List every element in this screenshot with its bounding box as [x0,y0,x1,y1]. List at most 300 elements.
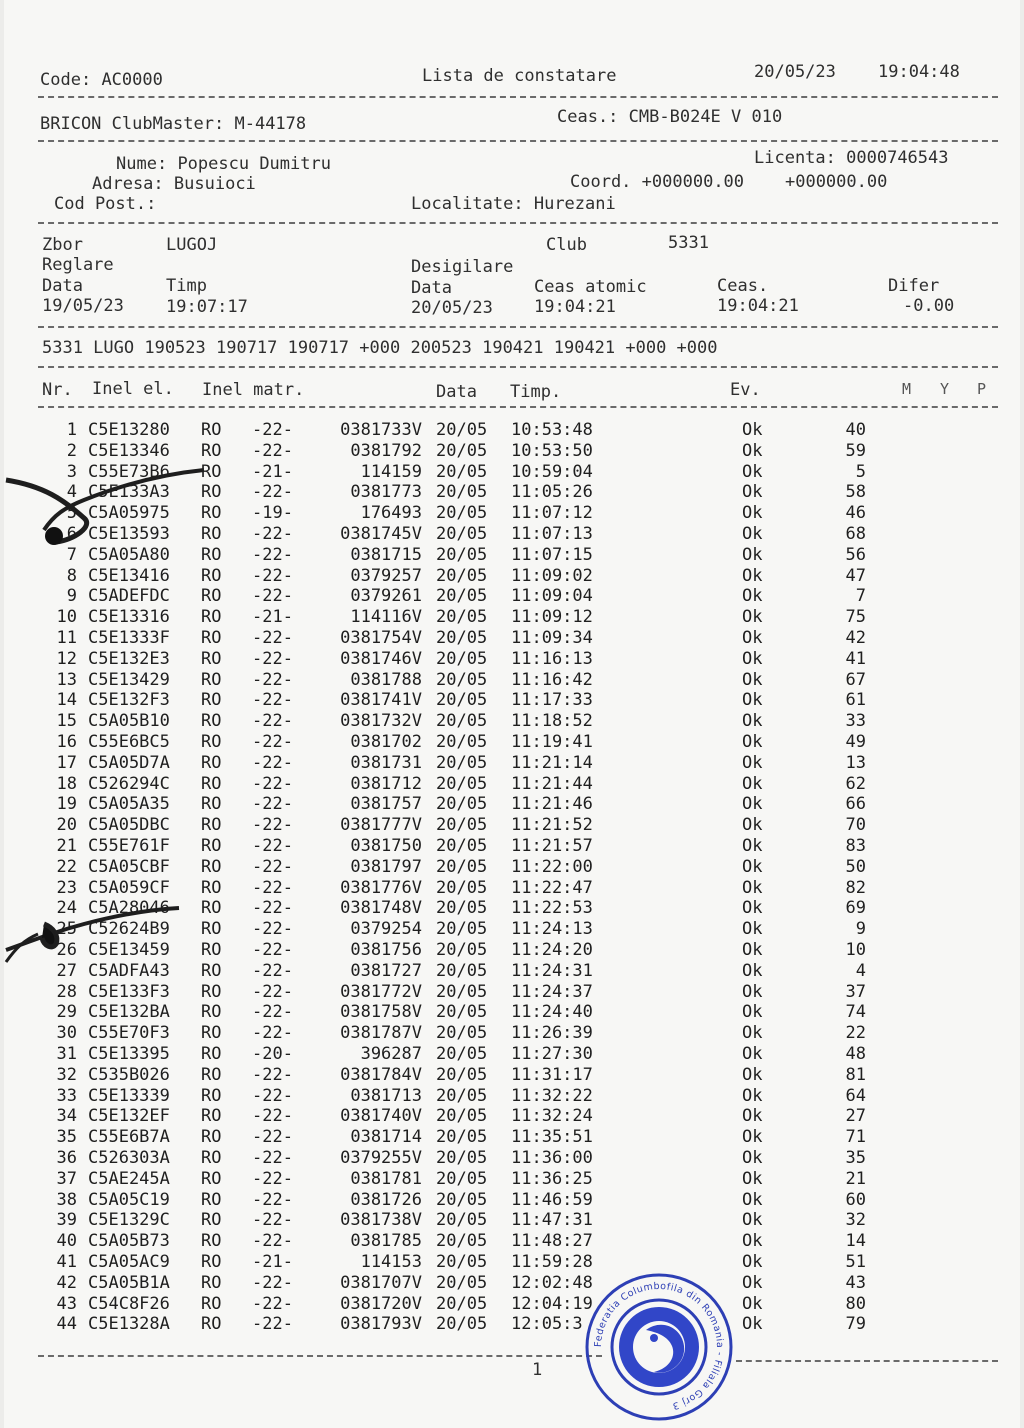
arrival-date: 20/05 [436,628,488,648]
event-status: Ok [742,440,763,461]
ring-number: 0381793V [340,1314,422,1335]
position-number: 37 [845,981,866,1002]
row-number: 31 [56,1044,77,1064]
electronic-ring: C5E132BA [88,1002,170,1023]
row-number: 12 [56,648,77,669]
country-code: RO [201,420,222,440]
electronic-ring: C52624B9 [88,919,170,940]
arrival-time: 11:24:37 [511,981,593,1002]
event-status: Ok [742,981,763,1002]
table-row [4,1314,1020,1335]
position-number: 50 [845,856,866,877]
electronic-ring: C5E132EF [88,1106,170,1127]
ring-number: 0381745V [340,524,422,544]
ring-year: -22- [252,815,293,836]
position-number: 62 [845,773,866,794]
ring-year: -22- [252,544,293,565]
event-status: Ok [742,919,763,940]
electronic-ring: C5E13316 [88,607,170,628]
arrival-time: 11:32:24 [511,1106,593,1127]
country-code: RO [201,1231,222,1252]
row-number: 29 [56,1002,77,1023]
table-row [4,753,1020,774]
atomic-clock-time: 19:04:21 [534,297,616,317]
ring-number: 0381784V [340,1064,422,1085]
coordinates-line: Coord. +000000.00 +000000.00 [570,172,888,192]
table-row [4,774,1020,795]
arrival-date: 20/05 [436,524,488,544]
row-number: 18 [56,773,77,794]
ring-number: 0381787V [340,1023,422,1044]
position-number: 27 [845,1106,866,1127]
electronic-ring: C5E13459 [88,940,170,960]
position-number: 41 [845,648,866,669]
arrival-date: 20/05 [436,420,488,440]
club-label: Club [546,235,587,255]
arrival-date: 20/05 [436,836,488,856]
position-number: 83 [845,836,866,856]
table-row [4,836,1020,857]
arrival-time: 11:35:51 [511,1127,593,1148]
ring-number: 0381727 [350,960,422,981]
arrival-time: 11:22:00 [511,856,593,877]
country-code: RO [201,1148,222,1168]
arrival-time: 11:21:57 [511,836,593,856]
event-status: Ok [742,690,763,711]
setting-time-label: Timp [166,276,207,296]
setting-label: Reglare [42,255,114,275]
divider [38,140,998,142]
event-status: Ok [742,669,763,690]
ring-year: -22- [252,628,293,648]
position-number: 79 [845,1314,866,1335]
arrival-time: 11:21:52 [511,815,593,836]
arrival-time: 11:36:00 [511,1148,593,1168]
arrival-date: 20/05 [436,1252,488,1272]
electronic-ring: C5E13339 [88,1085,170,1106]
arrival-date: 20/05 [436,794,488,815]
ring-year: -22- [252,981,293,1002]
arrival-date: 20/05 [436,607,488,628]
divider [38,222,998,224]
electronic-ring: C5E13395 [88,1044,170,1064]
ring-year: -22- [252,1293,293,1314]
arrival-time: 11:07:13 [511,524,593,544]
electronic-ring: C5E1328A [88,1314,170,1335]
row-number: 6 [66,524,77,544]
page-number: 1 [532,1360,543,1380]
event-status: Ok [742,1002,763,1023]
table-row [4,670,1020,691]
ring-year: -22- [252,440,293,461]
table-row [4,1148,1020,1169]
country-code: RO [201,773,222,794]
event-status: Ok [742,482,763,503]
ring-year: -22- [252,898,293,919]
electronic-ring: C5ADFA43 [88,960,170,981]
difference-value: -0.00 [903,296,955,316]
country-code: RO [201,711,222,732]
ring-year: -22- [252,836,293,856]
arrival-date: 20/05 [436,1231,488,1252]
row-number: 21 [56,836,77,856]
ring-number: 0381776V [340,877,422,898]
owner-address-line: Adresa: Busuioci [92,174,256,194]
event-status: Ok [742,1210,763,1231]
arrival-date: 20/05 [436,773,488,794]
event-status: Ok [742,940,763,960]
row-number: 7 [66,544,77,565]
country-code: RO [201,1210,222,1231]
arrival-date: 20/05 [436,940,488,960]
ring-number: 0381748V [340,898,422,919]
arrival-time: 11:07:15 [511,544,593,565]
row-number: 8 [66,565,77,586]
event-status: Ok [742,752,763,773]
position-number: 80 [845,1293,866,1314]
country-code: RO [201,690,222,711]
arrival-time: 11:48:27 [511,1231,593,1252]
position-number: 35 [845,1148,866,1168]
country-code: RO [201,1314,222,1335]
arrival-date: 20/05 [436,1002,488,1023]
ring-number: 0381712 [350,773,422,794]
country-code: RO [201,482,222,503]
electronic-ring: C55E70F3 [88,1023,170,1044]
event-status: Ok [742,524,763,544]
event-status: Ok [742,586,763,607]
owner-name-line: Nume: Popescu Dumitru [116,154,331,174]
arrival-time: 11:21:14 [511,752,593,773]
electronic-ring: C5A05A35 [88,794,170,815]
electronic-ring: C5A05C19 [88,1189,170,1210]
arrival-date: 20/05 [436,1189,488,1210]
electronic-ring: C5E133F3 [88,981,170,1002]
country-code: RO [201,503,222,524]
ring-year: -22- [252,1231,293,1252]
electronic-ring: C5A05B1A [88,1272,170,1293]
table-row [4,566,1020,587]
position-number: 43 [845,1272,866,1293]
ring-year: -22- [252,648,293,669]
country-code: RO [201,815,222,836]
ring-year: -22- [252,856,293,877]
arrival-time: 11:31:17 [511,1064,593,1085]
federation-stamp-icon [584,1272,734,1422]
country-code: RO [201,1106,222,1127]
arrival-time: 11:07:12 [511,503,593,524]
arrival-date: 20/05 [436,440,488,461]
country-code: RO [201,565,222,586]
arrival-time: 11:24:13 [511,919,593,940]
position-number: 47 [845,565,866,586]
arrival-time: 12:02:48 [511,1272,593,1293]
ring-year: -22- [252,1106,293,1127]
electronic-ring: C5A05B10 [88,711,170,732]
arrival-date: 20/05 [436,1127,488,1148]
arrival-date: 20/05 [436,1023,488,1044]
electronic-ring: C5E13280 [88,420,170,440]
ring-number: 0381750 [350,836,422,856]
svg-text:Federatia Columbofila din Roma: Federatia Columbofila din Romania - Filiala Gorj 3 [592,1280,726,1412]
arrival-time: 11:18:52 [511,711,593,732]
country-code: RO [201,877,222,898]
row-number: 2 [66,440,77,461]
electronic-ring: C5ADEFDC [88,586,170,607]
locality-line: Localitate: Hurezani [411,194,616,214]
ring-year: -22- [252,732,293,752]
col-date: Data [436,382,477,402]
country-code: RO [201,440,222,461]
row-number: 32 [56,1064,77,1085]
ring-year: -22- [252,1023,293,1044]
ring-year: -22- [252,420,293,440]
electronic-ring: C55E73B6 [88,461,170,482]
ring-year: -22- [252,482,293,503]
arrival-date: 20/05 [436,1064,488,1085]
event-status: Ok [742,1127,763,1148]
event-status: Ok [742,836,763,856]
arrival-date: 20/05 [436,1085,488,1106]
event-status: Ok [742,815,763,836]
col-event: Ev. [730,380,761,400]
position-number: 32 [845,1210,866,1231]
row-number: 35 [56,1127,77,1148]
arrival-date: 20/05 [436,1272,488,1293]
arrival-time: 11:27:30 [511,1044,593,1064]
table-row [4,1190,1020,1211]
country-code: RO [201,1272,222,1293]
electronic-ring: C5E13346 [88,440,170,461]
row-number: 42 [56,1272,77,1293]
position-number: 9 [855,919,866,940]
ring-year: -22- [252,919,293,940]
arrival-time: 11:22:47 [511,877,593,898]
setting-time: 19:07:17 [166,297,248,317]
electronic-ring: C5A05D7A [88,752,170,773]
country-code: RO [201,856,222,877]
row-number: 10 [56,607,77,628]
ring-year: -22- [252,1064,293,1085]
divider [736,1360,998,1362]
pen-mark-icon [4,460,224,550]
ring-year: -22- [252,773,293,794]
ring-year: -22- [252,1272,293,1293]
code-line: Code: AC0000 [40,70,163,90]
printout-sheet [4,0,1020,1428]
summary-line: 5331 LUGO 190523 190717 190717 +000 200523 190421 190421 +000 +000 [42,338,718,358]
arrival-time: 11:24:20 [511,940,593,960]
row-number: 41 [56,1252,77,1272]
country-code: RO [201,544,222,565]
table-row [4,1002,1020,1023]
position-number: 69 [845,898,866,919]
row-number: 37 [56,1168,77,1189]
event-status: Ok [742,898,763,919]
arrival-time: 11:16:42 [511,669,593,690]
setting-date: 19/05/23 [42,296,124,316]
arrival-time: 11:24:31 [511,960,593,981]
arrival-time: 10:53:50 [511,440,593,461]
row-number: 40 [56,1231,77,1252]
event-status: Ok [742,1231,763,1252]
row-number: 5 [66,503,77,524]
ring-number: 0381707V [340,1272,422,1293]
ring-number: 0381758V [340,1002,422,1023]
electronic-ring: C5E132F3 [88,690,170,711]
event-status: Ok [742,877,763,898]
country-code: RO [201,1044,222,1064]
arrival-date: 20/05 [436,815,488,836]
row-number: 14 [56,690,77,711]
event-status: Ok [742,607,763,628]
electronic-ring: C526294C [88,773,170,794]
event-status: Ok [742,794,763,815]
arrival-time: 11:19:41 [511,732,593,752]
row-number: 27 [56,960,77,981]
row-number: 16 [56,732,77,752]
arrival-time: 11:21:46 [511,794,593,815]
electronic-ring: C5E133A3 [88,482,170,503]
electronic-ring: C54C8F26 [88,1293,170,1314]
ring-year: -21- [252,607,293,628]
table-row [4,420,1020,441]
ring-number: 0381726 [350,1189,422,1210]
arrival-date: 20/05 [436,503,488,524]
ring-year: -22- [252,711,293,732]
position-number: 71 [845,1127,866,1148]
row-number: 4 [66,482,77,503]
ring-number: 0381757 [350,794,422,815]
arrival-date: 20/05 [436,461,488,482]
event-status: Ok [742,711,763,732]
ring-year: -22- [252,794,293,815]
position-number: 21 [845,1168,866,1189]
arrival-date: 20/05 [436,981,488,1002]
row-number: 28 [56,981,77,1002]
position-number: 75 [845,607,866,628]
arrival-time: 11:22:53 [511,898,593,919]
table-row [4,857,1020,878]
row-number: 39 [56,1210,77,1231]
row-number: 22 [56,856,77,877]
ring-number: 114159 [360,461,422,482]
row-number: 36 [56,1148,77,1168]
event-status: Ok [742,856,763,877]
table-row [4,1210,1020,1231]
ring-number: 0381773 [350,482,422,503]
country-code: RO [201,461,222,482]
arrival-time: 11:09:04 [511,586,593,607]
row-number: 3 [66,461,77,482]
electronic-ring: C5A05CBF [88,856,170,877]
arrival-date: 20/05 [436,1314,488,1335]
arrival-date: 20/05 [436,565,488,586]
event-status: Ok [742,503,763,524]
event-status: Ok [742,1044,763,1064]
position-number: 14 [845,1231,866,1252]
device-line: BRICON ClubMaster: M-44178 [40,114,307,134]
ring-number: 0379255V [340,1148,422,1168]
position-number: 42 [845,628,866,648]
ring-number: 0381746V [340,648,422,669]
ring-year: -22- [252,1210,293,1231]
electronic-ring: C55E6B7A [88,1127,170,1148]
ring-number: 0379254 [350,919,422,940]
position-number: 74 [845,1002,866,1023]
ring-year: -22- [252,524,293,544]
country-code: RO [201,1252,222,1272]
position-number: 33 [845,711,866,732]
table-row [4,441,1020,462]
ring-year: -20- [252,1044,293,1064]
ring-number: 0381785 [350,1231,422,1252]
difference-label: Difer [888,276,940,296]
event-status: Ok [742,1252,763,1272]
position-number: 46 [845,503,866,524]
table-row [4,1294,1020,1315]
ring-number: 176493 [360,503,422,524]
position-number: 81 [845,1064,866,1085]
divider [38,1355,602,1357]
arrival-date: 20/05 [436,648,488,669]
ring-year: -21- [252,461,293,482]
ring-number: 0381714 [350,1127,422,1148]
postal-code-line: Cod Post.: [54,194,157,214]
ring-year: -22- [252,690,293,711]
arrival-time: 10:59:04 [511,461,593,482]
event-status: Ok [742,1064,763,1085]
electronic-ring: C55E6BC5 [88,732,170,752]
arrival-date: 20/05 [436,1293,488,1314]
row-number: 34 [56,1106,77,1127]
electronic-ring: C5A05AC9 [88,1252,170,1272]
event-status: Ok [742,461,763,482]
electronic-ring: C5A05DBC [88,815,170,836]
event-status: Ok [742,1106,763,1127]
row-number: 20 [56,815,77,836]
arrival-time: 11:24:40 [511,1002,593,1023]
country-code: RO [201,794,222,815]
position-number: 49 [845,732,866,752]
electronic-ring: C526303A [88,1148,170,1168]
row-number: 19 [56,794,77,815]
ring-year: -22- [252,1168,293,1189]
col-m: M [902,380,912,398]
print-time: 19:04:48 [878,62,960,82]
arrival-time: 11:32:22 [511,1085,593,1106]
arrival-date: 20/05 [436,919,488,940]
arrival-date: 20/05 [436,752,488,773]
table-row [4,1252,1020,1273]
arrival-date: 20/05 [436,1210,488,1231]
arrival-time: 11:09:34 [511,628,593,648]
pen-mark-icon [4,900,204,970]
position-number: 67 [845,669,866,690]
ring-number: 0381788 [350,669,422,690]
ring-year: -22- [252,1148,293,1168]
position-number: 82 [845,877,866,898]
arrival-date: 20/05 [436,669,488,690]
divider [38,96,998,98]
ring-year: -22- [252,1085,293,1106]
table-row [4,1273,1020,1294]
country-code: RO [201,1064,222,1085]
table-row [4,690,1020,711]
position-number: 70 [845,815,866,836]
ring-year: -22- [252,752,293,773]
country-code: RO [201,1023,222,1044]
